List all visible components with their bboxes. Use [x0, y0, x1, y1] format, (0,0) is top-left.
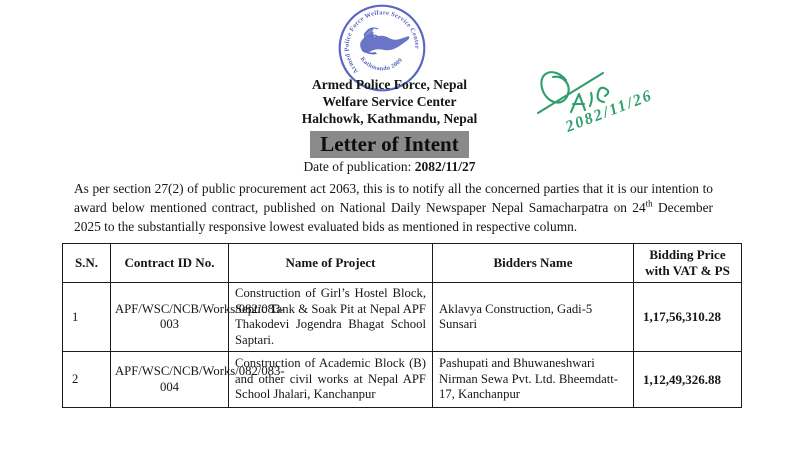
- page-title: Letter of Intent: [310, 131, 468, 158]
- stamp-ring-text: Armed Police Force Welfare Service Center: [343, 9, 421, 75]
- publication-date-label: Date of publication:: [303, 159, 415, 174]
- org-unit: Welfare Service Center: [322, 94, 457, 109]
- stamp-bottom-text: Kathmandu 2009: [358, 56, 405, 73]
- col-header-price: Bidding Price with VAT & PS: [634, 244, 742, 283]
- table-header-row: [63, 244, 742, 283]
- col-header-project: Name of Project: [229, 244, 433, 283]
- row2-bidder: Pashupati and Bhuwaneshwari Nirman Sewa Pvt. Ltd. Bheemdatt-17, Kanchanpur: [433, 352, 634, 408]
- org-name: Armed Police Force, Nepal: [312, 77, 467, 92]
- col-header-bidders: Bidders Name: [433, 244, 634, 283]
- org-address: Halchowk, Kathmandu, Nepal: [301, 111, 478, 126]
- row1-bidder: Aklavya Construction, Gadi-5 Sunsari: [433, 283, 634, 352]
- publication-date-value: 2082/11/27: [414, 159, 476, 174]
- letterhead: [0, 76, 779, 127]
- intro-text-end: December 2025 to the substantially responsive lowest evaluated bids as mentioned in respective column.: [74, 200, 713, 234]
- row1-price: 1,17,56,310.28: [634, 283, 742, 352]
- col-header-sn: S.N.: [63, 244, 111, 283]
- row2-price: 1,12,49,326.88: [634, 352, 742, 408]
- row2-project: Construction of Academic Block (B) and other civil works at Nepal APF School Jhalari, Kanchanpur: [229, 352, 433, 408]
- title-line: [0, 131, 779, 158]
- row2-contract-id: APF/WSC/NCB/Works/082/083-004: [111, 352, 229, 408]
- table-row: [63, 283, 742, 352]
- signature-date-text: 2082/11/26: [563, 86, 656, 136]
- row2-sn: 2: [63, 352, 111, 408]
- ordinal-suffix: th: [645, 198, 653, 209]
- publication-date-line: [0, 159, 779, 175]
- contracts-table: [62, 243, 742, 408]
- stamp-bottom-text-node: [359, 56, 405, 72]
- row1-project: Construction of Girl’s Hostel Block, Septic Tank & Soak Pit at Nepal APF Thakodevi Jogendra Bhagat School Saptari.: [229, 283, 433, 352]
- table-row: [63, 352, 742, 408]
- row1-sn: 1: [63, 283, 111, 352]
- intro-paragraph: [74, 179, 713, 236]
- col-header-contract-id: Contract ID No.: [111, 244, 229, 283]
- intro-text-start: As per section 27(2) of public procurement act 2063, this is to notify all the concerned parties that it is our intention to award below mentioned contract, published on National Daily Newspaper Nepal Samacharpatra on 24: [74, 181, 713, 215]
- stamp-emblem-hand-icon: [360, 32, 409, 53]
- row1-contract-id: APF/WSC/NCB/Works/082/083-003: [111, 283, 229, 352]
